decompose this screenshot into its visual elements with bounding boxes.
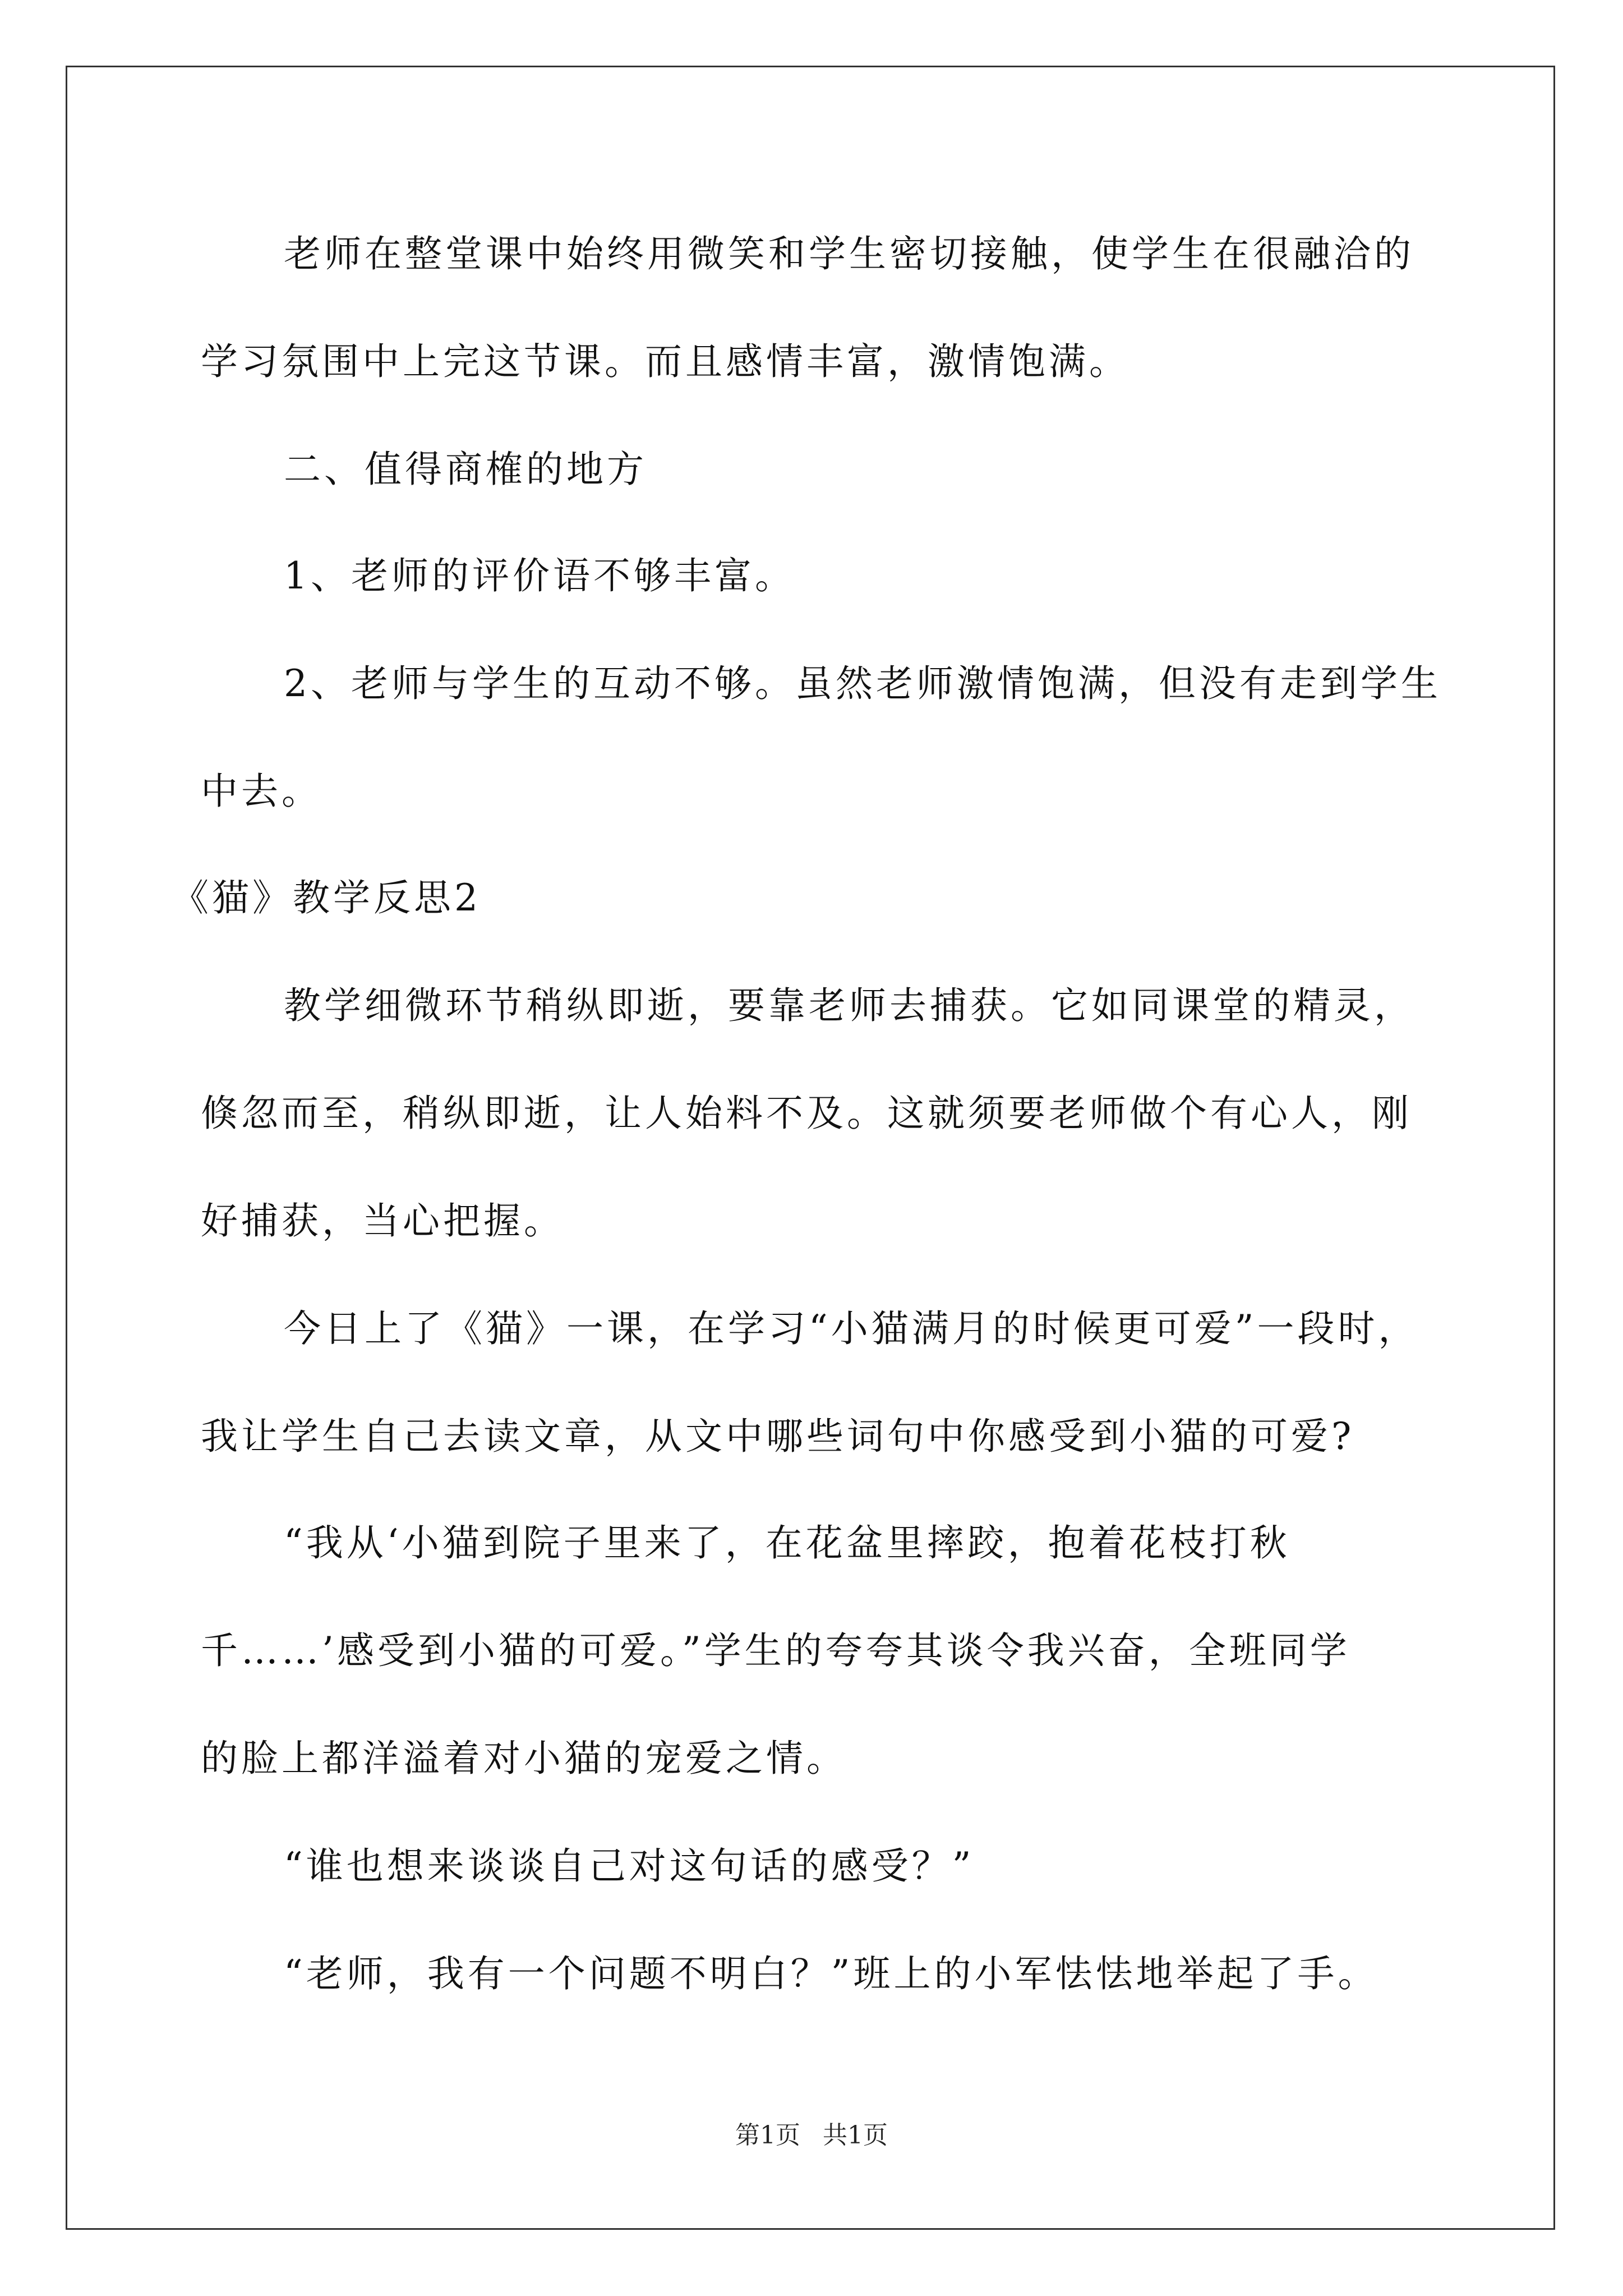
paragraph-line: 1、老师的评价语不够丰富。 <box>284 554 795 597</box>
paragraph-line: 学习氛围中上完这节课。而且感情丰富，激情饱满。 <box>201 340 1129 383</box>
paragraph-line: “谁也想来谈谈自己对这句话的感受？” <box>284 1844 975 1888</box>
paragraph-line: 我让学生自己去读文章，从文中哪些词句中你感受到小猫的可爱? <box>201 1415 1355 1458</box>
page-number: 第1页 <box>735 2121 800 2150</box>
page-footer <box>0 2115 1623 2151</box>
paragraph-line: 老师在整堂课中始终用微笑和学生密切接触，使学生在很融洽的 <box>284 232 1414 275</box>
paragraph-line: 今日上了《猫》一课，在学习“小猫满月的时候更可爱”一段时， <box>284 1307 1419 1350</box>
paragraph-line: 中去。 <box>201 770 322 813</box>
paragraph-line: 教学细微环节稍纵即逝，要靠老师去捕获。它如同课堂的精灵， <box>284 984 1414 1027</box>
section-heading: 二、值得商榷的地方 <box>284 448 647 491</box>
paragraph-line: “我从‘小猫到院子里来了，在花盆里摔跤，抱着花枝打秋 <box>284 1521 1290 1565</box>
article-heading: 《猫》教学反思2 <box>172 876 481 919</box>
paragraph-line: 倏忽而至，稍纵即逝，让人始料不及。这就须要老师做个有心人，刚 <box>201 1092 1412 1135</box>
paragraph-line: 的脸上都洋溢着对小猫的宠爱之情。 <box>201 1737 847 1780</box>
paragraph-line: 千……’感受到小猫的可爱。”学生的夸夸其谈令我兴奋，全班同学 <box>201 1629 1350 1672</box>
paragraph-line: 2、老师与学生的互动不够。虽然老师激情饱满，但没有走到学生 <box>284 662 1441 705</box>
page-border <box>66 66 1555 2230</box>
paragraph-line: “老师，我有一个问题不明白？”班上的小军怯怯地举起了手。 <box>284 1952 1378 1995</box>
paragraph-line: 好捕获，当心把握。 <box>201 1199 564 1243</box>
page-total: 共1页 <box>823 2121 888 2150</box>
